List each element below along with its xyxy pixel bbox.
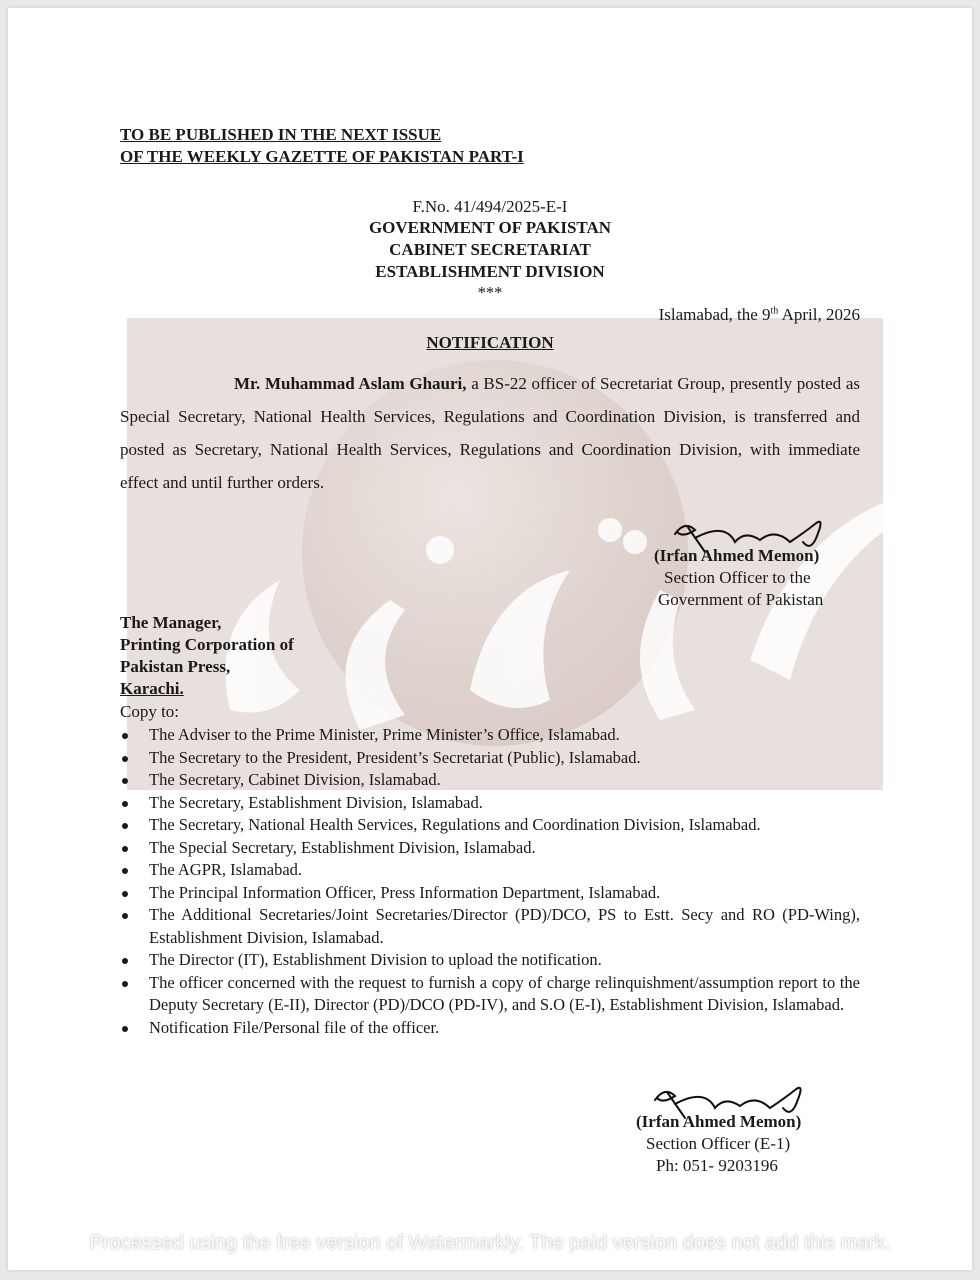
- addressee-line2: Printing Corporation of: [120, 635, 294, 654]
- date-place: Islamabad, the 9: [658, 305, 771, 324]
- list-item: The Principal Information Officer, Press Information Department, Islamabad.: [120, 882, 860, 905]
- list-item: The Secretary, National Health Services, Regulations and Coordination Division, Islamabad.: [120, 814, 860, 837]
- issue-date: [659, 305, 860, 325]
- division-heading: ESTABLISHMENT DIVISION: [375, 262, 605, 281]
- copy-to-list: [120, 724, 860, 1039]
- copy-to-label: Copy to:: [120, 702, 180, 721]
- list-item: The officer concerned with the request to furnish a copy of charge relinquishment/assumption report to the Deputy Secretary (E-II), Director (PD)/DCO (PD-IV), and S.O (E-I), Establishment Division, Islamabad.: [120, 972, 860, 1017]
- signatory-1-title-line1: Section Officer to the: [664, 568, 811, 587]
- addressee-line1: The Manager,: [120, 613, 222, 632]
- government-heading: GOVERNMENT OF PAKISTAN: [368, 218, 612, 237]
- list-item: The Director (IT), Establishment Division to upload the notification.: [120, 949, 860, 972]
- body-text: a BS-22 officer of Secretariat Group, presently posted as Special Secretary, National Health Services, Regulations and Coordination Division, is transferred and posted as Secretary, National Health Services, Regulations and Coordination Division, with immediate effect and until further orders.: [120, 374, 860, 492]
- notification-body: [120, 367, 860, 499]
- list-item: The AGPR, Islamabad.: [120, 859, 860, 882]
- notification-title: NOTIFICATION: [426, 333, 554, 352]
- list-item: The Secretary to the President, President’s Secretariat (Public), Islamabad.: [120, 747, 860, 770]
- signatory-1-title-line2: Government of Pakistan: [658, 590, 824, 609]
- list-item: The Additional Secretaries/Joint Secretaries/Director (PD)/DCO, PS to Estt. Secy and RO (PD-Wing), Establishment Division, Islamabad.: [120, 904, 860, 949]
- list-item: Notification File/Personal file of the officer.: [120, 1017, 860, 1040]
- file-number: F.No. 41/494/2025-E-I: [412, 197, 568, 216]
- list-item: The Adviser to the Prime Minister, Prime Minister’s Office, Islamabad.: [120, 724, 860, 747]
- addressee-line3: Pakistan Press,: [120, 657, 231, 676]
- signatory-2-title: Section Officer (E-1): [646, 1134, 791, 1153]
- date-rest: April, 2026: [778, 305, 860, 324]
- signatory-2-name: (Irfan Ahmed Memon): [636, 1112, 802, 1131]
- list-item: The Special Secretary, Establishment Division, Islamabad.: [120, 837, 860, 860]
- footer-watermark-text: Processed using the free version of Watermarkly. The paid version does not add this mark.: [89, 1232, 891, 1254]
- urdu-logo-watermark-icon: [190, 460, 910, 760]
- date-suffix: th: [770, 305, 779, 317]
- addressee-line4: Karachi.: [120, 679, 184, 698]
- list-item: The Secretary, Establishment Division, Islamabad.: [120, 792, 860, 815]
- officer-name: Mr. Muhammad Aslam Ghauri,: [234, 374, 467, 393]
- signatory-2-phone: Ph: 051- 9203196: [656, 1156, 778, 1175]
- addressee-block: [120, 612, 294, 700]
- list-item: The Secretary, Cabinet Division, Islamabad.: [120, 769, 860, 792]
- secretariat-heading: CABINET SECRETARIAT: [389, 240, 591, 259]
- signatory-1-name: (Irfan Ahmed Memon): [654, 546, 820, 565]
- gazette-header: [120, 124, 524, 168]
- gazette-header-line2: OF THE WEEKLY GAZETTE OF PAKISTAN PART-I: [120, 147, 524, 166]
- gazette-header-line1: TO BE PUBLISHED IN THE NEXT ISSUE: [120, 125, 442, 144]
- separator-stars: ***: [477, 283, 503, 302]
